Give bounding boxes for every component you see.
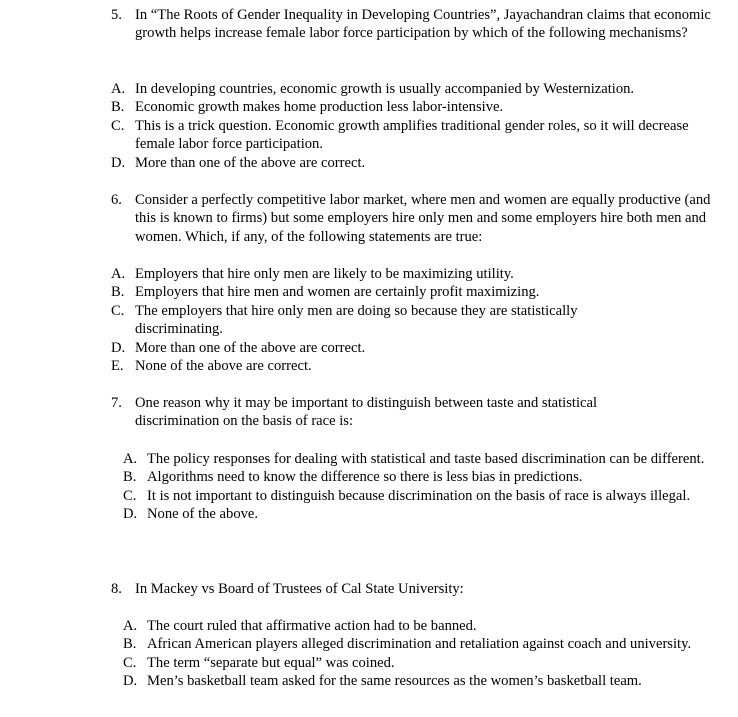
question-number: 5. bbox=[111, 7, 122, 23]
option-text: African American players alleged discrimination and retaliation against coach and university. bbox=[147, 636, 692, 653]
option-a bbox=[123, 617, 713, 635]
question-text: In “The Roots of Gender Inequality in Developing Countries”, Jayachandran claims that economic growth helps increase female labor force participation by which of the following mechanisms? bbox=[135, 7, 711, 42]
question-number: 8. bbox=[111, 581, 122, 597]
question-7 bbox=[111, 394, 711, 431]
option-b bbox=[123, 635, 713, 653]
option-letter: A. bbox=[123, 618, 138, 634]
option-letter: D. bbox=[111, 339, 126, 356]
option-letter: D. bbox=[123, 673, 138, 690]
question-7-options bbox=[123, 450, 713, 524]
option-letter: C. bbox=[123, 487, 137, 504]
option-a bbox=[123, 450, 713, 468]
option-b bbox=[111, 283, 711, 301]
option-letter: A. bbox=[111, 266, 126, 282]
option-letter: E. bbox=[111, 358, 124, 375]
option-letter: C. bbox=[111, 117, 125, 134]
option-text: Employers that hire men and women are certainly profit maximizing. bbox=[135, 284, 540, 301]
question-text: One reason why it may be important to distinguish between taste and statistical discrimination on the basis of race is: bbox=[135, 395, 598, 430]
option-d bbox=[111, 339, 711, 357]
option-c bbox=[123, 654, 713, 672]
option-text: This is a trick question. Economic growth amplifies traditional gender roles, so it will decrease female labor force participation. bbox=[135, 117, 689, 153]
question-5-options bbox=[111, 80, 711, 172]
question-5 bbox=[111, 6, 711, 43]
option-letter: A. bbox=[123, 451, 138, 467]
question-8-options bbox=[123, 617, 713, 691]
option-letter: B. bbox=[111, 99, 125, 116]
option-b bbox=[123, 468, 713, 486]
option-c bbox=[111, 302, 711, 339]
option-d bbox=[111, 154, 711, 172]
question-text: In Mackey vs Board of Trustees of Cal State University: bbox=[135, 581, 464, 597]
option-d bbox=[123, 505, 713, 523]
option-letter: D. bbox=[123, 506, 138, 523]
option-letter: C. bbox=[123, 654, 137, 671]
option-text: None of the above. bbox=[147, 506, 259, 523]
option-text: Employers that hire only men are likely to be maximizing utility. bbox=[135, 266, 514, 282]
option-text: More than one of the above are correct. bbox=[135, 154, 366, 171]
question-8 bbox=[111, 580, 711, 598]
option-letter: A. bbox=[111, 81, 126, 97]
question-text: Consider a perfectly competitive labor market, where men and women are equally productive (and this is known to firms) but some employers hire only men and some employers hire both men and women. Which, if any, of the following statements are true: bbox=[135, 192, 711, 245]
option-text: Economic growth makes home production less labor-intensive. bbox=[135, 99, 504, 116]
option-letter: B. bbox=[123, 469, 137, 486]
option-c bbox=[123, 487, 713, 505]
option-text: Men’s basketball team asked for the same resources as the women’s basketball team. bbox=[147, 673, 642, 690]
option-text: The policy responses for dealing with statistical and taste based discrimination can be different. bbox=[147, 451, 705, 467]
option-a bbox=[111, 265, 711, 283]
option-letter: B. bbox=[123, 636, 137, 653]
option-text: Algorithms need to know the difference so there is less bias in predictions. bbox=[147, 469, 583, 486]
question-6-options bbox=[111, 265, 711, 375]
option-text: More than one of the above are correct. bbox=[135, 339, 366, 356]
option-text: The employers that hire only men are doing so because they are statistically discriminating. bbox=[135, 302, 578, 338]
option-text: The court ruled that affirmative action had to be banned. bbox=[147, 618, 477, 634]
option-text: It is not important to distinguish because discrimination on the basis of race is always illegal. bbox=[147, 487, 691, 504]
option-a bbox=[111, 80, 711, 98]
option-letter: B. bbox=[111, 284, 125, 301]
option-b bbox=[111, 98, 711, 116]
option-text: The term “separate but equal” was coined. bbox=[147, 654, 395, 671]
option-text: None of the above are correct. bbox=[135, 358, 312, 375]
option-letter: D. bbox=[111, 154, 126, 171]
question-6 bbox=[111, 191, 711, 246]
question-number: 6. bbox=[111, 192, 122, 208]
option-letter: C. bbox=[111, 302, 125, 319]
option-e bbox=[111, 357, 711, 375]
option-d bbox=[123, 672, 713, 690]
question-number: 7. bbox=[111, 395, 122, 411]
option-c bbox=[111, 117, 711, 154]
option-text: In developing countries, economic growth is usually accompanied by Westernization. bbox=[135, 81, 635, 97]
